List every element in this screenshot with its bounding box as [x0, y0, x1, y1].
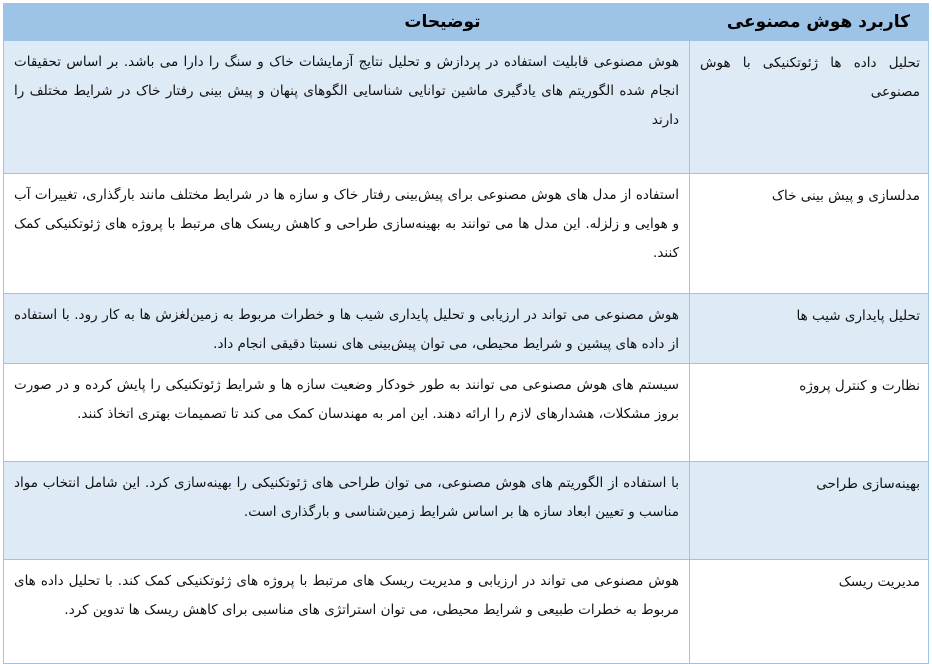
table-row — [4, 174, 929, 294]
header-description: توضیحات — [4, 4, 690, 41]
table-row — [4, 294, 929, 364]
usage-cell: بهینه‌سازی طراحی — [690, 462, 929, 560]
table-row — [4, 41, 929, 174]
description-cell: هوش مصنوعی می تواند در ارزیابی و تحلیل پایداری شیب ها و خطرات مربوط به زمین‌لغزش ها به کار رود. با استفاده از داده های پیشین و شرایط محیطی، می توان پیش‌بینی های نسبتا دقیقی انجام داد. — [4, 294, 690, 364]
usage-cell: مدیریت ریسک — [690, 560, 929, 664]
usage-cell: تحلیل داده ها ژئوتکنیکی با هوش مصنوعی — [690, 41, 929, 174]
description-cell: استفاده از مدل های هوش مصنوعی برای پیش‌بینی رفتار خاک و سازه ها در شرایط مختلف مانند بارگذاری، تغییرات آب و هوایی و زلزله. این مدل ها می توانند به بهینه‌سازی طراحی و کاهش ریسک های مرتبط با پروژه های ژئوتکنیکی کمک کنند. — [4, 174, 690, 294]
usage-cell: مدلسازی و پیش بینی خاک — [690, 174, 929, 294]
table-row — [4, 560, 929, 664]
description-cell: هوش مصنوعی قابلیت استفاده در پردازش و تحلیل نتایج آزمایشات خاک و سنگ را دارا می باشد. بر اساس تحقیقات انجام شده الگوریتم های یادگیری ماشین توانایی شناسایی الگوهای پنهان و پیش بینی رفتار خاک در شرایط مختلف را دارند — [4, 41, 690, 174]
description-cell: با استفاده از الگوریتم های هوش مصنوعی، می توان طراحی های ژئوتکنیکی را بهینه‌سازی کرد. این شامل انتخاب مواد مناسب و تعیین ابعاد سازه ها بر اساس شرایط زمین‌شناسی و بارگذاری است. — [4, 462, 690, 560]
table-header-row — [4, 4, 929, 41]
table-row — [4, 462, 929, 560]
description-cell: سیستم های هوش مصنوعی می توانند به طور خودکار وضعیت سازه ها و شرایط ژئوتکنیکی را پایش کرده و در صورت بروز مشکلات، هشدارهای لازم را ارائه دهند. این امر به مهندسان کمک می کند تا تصمیمات بهتری اتخاذ کنند. — [4, 364, 690, 462]
table-row — [4, 364, 929, 462]
description-cell: هوش مصنوعی می تواند در ارزیابی و مدیریت ریسک های مرتبط با پروژه های ژئوتکنیکی کمک کند. با تحلیل داده های مربوط به خطرات طبیعی و شرایط محیطی، می توان استراتژی های مناسبی برای کاهش ریسک ها تدوین کرد. — [4, 560, 690, 664]
usage-cell: نظارت و کنترل پروژه — [690, 364, 929, 462]
header-usage: کاربرد هوش مصنوعی — [690, 4, 929, 41]
ai-geotech-table — [3, 3, 929, 664]
usage-cell: تحلیل پایداری شیب ها — [690, 294, 929, 364]
